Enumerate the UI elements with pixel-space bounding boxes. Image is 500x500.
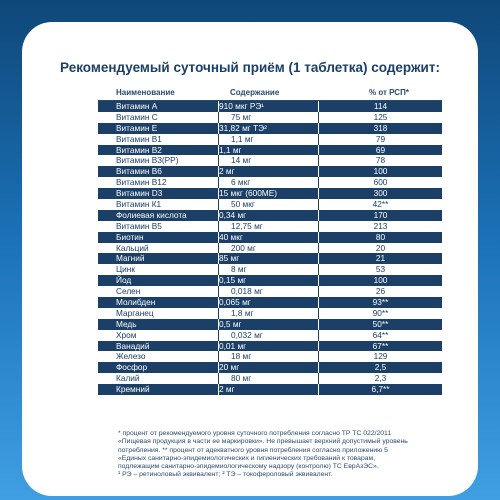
nutrient-name: Витамин К1 — [116, 199, 162, 210]
nutrient-name: Молибден — [116, 297, 156, 308]
nutrient-content: 8 мг — [218, 264, 318, 275]
nutrient-table — [98, 84, 442, 395]
nutrient-name: Ванадий — [116, 340, 150, 351]
nutrient-name: Калий — [116, 373, 140, 384]
table-row — [98, 243, 442, 254]
nutrient-content: 85 мг — [218, 253, 318, 264]
table-row — [98, 112, 442, 123]
nutrient-content: 2 мг — [218, 384, 318, 395]
nutrient-rsp: 80 — [318, 232, 442, 243]
nutrient-rsp: 64** — [318, 330, 442, 341]
footnote-line: * процент от рекомендуемого уровня суточного потребления согласно ТР ТС 022/2011 — [118, 430, 392, 437]
table-row — [98, 351, 442, 362]
nutrient-rsp: 79 — [318, 134, 442, 145]
nutrient-name: Витамин В6 — [116, 166, 162, 177]
table-row — [98, 253, 442, 264]
footnote-line: потребления. ** процент от адекватного уровня потребления согласно приложению 5 — [118, 446, 388, 454]
nutrient-name: Витамин В5 — [116, 220, 162, 231]
nutrient-name: Йод — [116, 275, 132, 286]
footnote-line: «Единых санитарно-эпидемиологических и гигиенических требований к товарам, — [118, 454, 376, 462]
nutrient-rsp: 50** — [318, 319, 442, 330]
table-row — [98, 221, 442, 232]
table-row — [98, 232, 442, 243]
nutrient-rsp: 42** — [318, 199, 442, 210]
nutrient-name: Магний — [116, 253, 145, 264]
nutrient-rsp: 78 — [318, 155, 442, 166]
nutrient-rsp: 2,5 — [318, 362, 442, 373]
nutrient-name: Железо — [116, 351, 146, 362]
nutrient-name: Витамин С — [116, 111, 158, 122]
nutrient-name: Витамин D3 — [116, 188, 163, 199]
nutrient-rsp: 6,7** — [318, 384, 442, 395]
nutrient-content: 31,82 мг ТЭ² — [218, 123, 318, 134]
content-card — [22, 22, 478, 496]
nutrient-rsp: 26 — [318, 286, 442, 297]
nutrient-content: 20 мг — [218, 362, 318, 373]
nutrient-content: 0,5 мг — [218, 319, 318, 330]
nutrient-name: Марганец — [116, 307, 154, 318]
table-row — [98, 145, 442, 156]
nutrient-content: 15 мкг (600МЕ) — [218, 188, 318, 199]
nutrient-content: 12,75 мг — [218, 221, 318, 232]
nutrient-content: 14 мг — [218, 155, 318, 166]
nutrient-name: Витамин А — [116, 101, 158, 111]
table-row — [98, 123, 442, 134]
table-row — [98, 384, 442, 395]
table-row — [98, 319, 442, 330]
table-body — [98, 101, 442, 395]
nutrient-content: 0,01 мг — [218, 341, 318, 352]
nutrient-content: 1,1 мг — [218, 134, 318, 145]
header-name: Наименование — [116, 88, 175, 97]
nutrient-name: Фосфор — [116, 362, 148, 373]
nutrient-name: Фолиевая кислота — [116, 209, 187, 220]
nutrient-rsp: 20 — [318, 243, 442, 254]
page-title: Рекомендуемый суточный приём (1 таблетка) содержит: — [60, 60, 440, 75]
footnote-line: ¹ РЭ – ретиноловый эквивалент; ² ТЭ – токофероловый эквивалент. — [118, 471, 333, 479]
nutrient-rsp: 318 — [318, 123, 442, 134]
nutrient-rsp: 90** — [318, 308, 442, 319]
nutrient-rsp: 100 — [318, 275, 442, 286]
table-row — [98, 177, 442, 188]
footnote-line: «Пищевая продукция в части ее маркировки». Не превышает верхний допустимый уровень — [118, 438, 408, 446]
nutrient-content: 18 мг — [218, 351, 318, 362]
table-row — [98, 308, 442, 319]
nutrient-name: Медь — [116, 318, 137, 329]
nutrient-content: 40 мкг — [218, 232, 318, 243]
table-row — [98, 101, 442, 112]
nutrient-name: Витамин Е — [116, 122, 158, 133]
nutrient-content: 75 мг — [218, 112, 318, 123]
nutrient-name: Биотин — [116, 231, 144, 242]
nutrient-rsp: 53 — [318, 264, 442, 275]
nutrient-rsp: 69 — [318, 145, 442, 156]
nutrient-rsp: 600 — [318, 177, 442, 188]
nutrient-rsp: 93** — [318, 297, 442, 308]
nutrient-content: 2 мг — [218, 166, 318, 177]
table-row — [98, 166, 442, 177]
table-row — [98, 155, 442, 166]
table-row — [98, 330, 442, 341]
table-row — [98, 134, 442, 145]
table-row — [98, 373, 442, 384]
nutrient-rsp: 213 — [318, 221, 442, 232]
nutrient-rsp: 170 — [318, 210, 442, 221]
table-row — [98, 297, 442, 308]
nutrient-rsp: 125 — [318, 112, 442, 123]
table-row — [98, 286, 442, 297]
nutrient-content: 0,065 мг — [218, 297, 318, 308]
nutrient-rsp: 129 — [318, 351, 442, 362]
nutrient-content: 0,34 мг — [218, 210, 318, 221]
nutrient-content: 200 мг — [218, 243, 318, 254]
nutrient-name: Витамин В3(РР) — [116, 155, 179, 166]
footnote-line: подлежащим санитарно-эпидемиологическому надзору (контролю) ТС ЕврАзЭС». — [118, 463, 379, 471]
table-row — [98, 210, 442, 221]
table-row — [98, 264, 442, 275]
table-row — [98, 275, 442, 286]
nutrient-name: Хром — [116, 329, 137, 340]
nutrient-name: Селен — [116, 286, 141, 297]
nutrient-content: 0,018 мг — [218, 286, 318, 297]
nutrient-name: Витамин В1 — [116, 133, 162, 144]
table-row — [98, 341, 442, 352]
nutrient-content: 80 мг — [218, 373, 318, 384]
nutrient-name: Витамин В2 — [116, 144, 162, 155]
nutrient-name: Витамин В12 — [116, 177, 167, 188]
footnote — [118, 430, 448, 480]
nutrient-content: 0,15 мг — [218, 275, 318, 286]
nutrient-content: 910 мкг РЭ¹ — [218, 101, 318, 112]
nutrient-name: Кремний — [116, 384, 150, 395]
nutrient-rsp: 67** — [318, 341, 442, 352]
table-row — [98, 362, 442, 373]
header-rsp: % от РСП* — [369, 88, 409, 97]
table-header — [98, 84, 442, 100]
nutrient-rsp: 100 — [318, 166, 442, 177]
nutrient-rsp: 114 — [318, 101, 442, 112]
nutrient-name: Кальций — [116, 242, 149, 253]
nutrient-rsp: 300 — [318, 188, 442, 199]
nutrient-name: Цинк — [116, 264, 135, 275]
nutrient-content: 6 мкг — [218, 177, 318, 188]
nutrient-content: 1,8 мг — [218, 308, 318, 319]
table-row — [98, 188, 442, 199]
nutrient-content: 1,1 мг — [218, 145, 318, 156]
nutrient-content: 50 мкг — [218, 199, 318, 210]
nutrient-rsp: 21 — [318, 253, 442, 264]
table-row — [98, 199, 442, 210]
header-content: Содержание — [230, 88, 280, 97]
nutrient-rsp: 2,3 — [318, 373, 442, 384]
nutrient-content: 0,032 мг — [218, 330, 318, 341]
